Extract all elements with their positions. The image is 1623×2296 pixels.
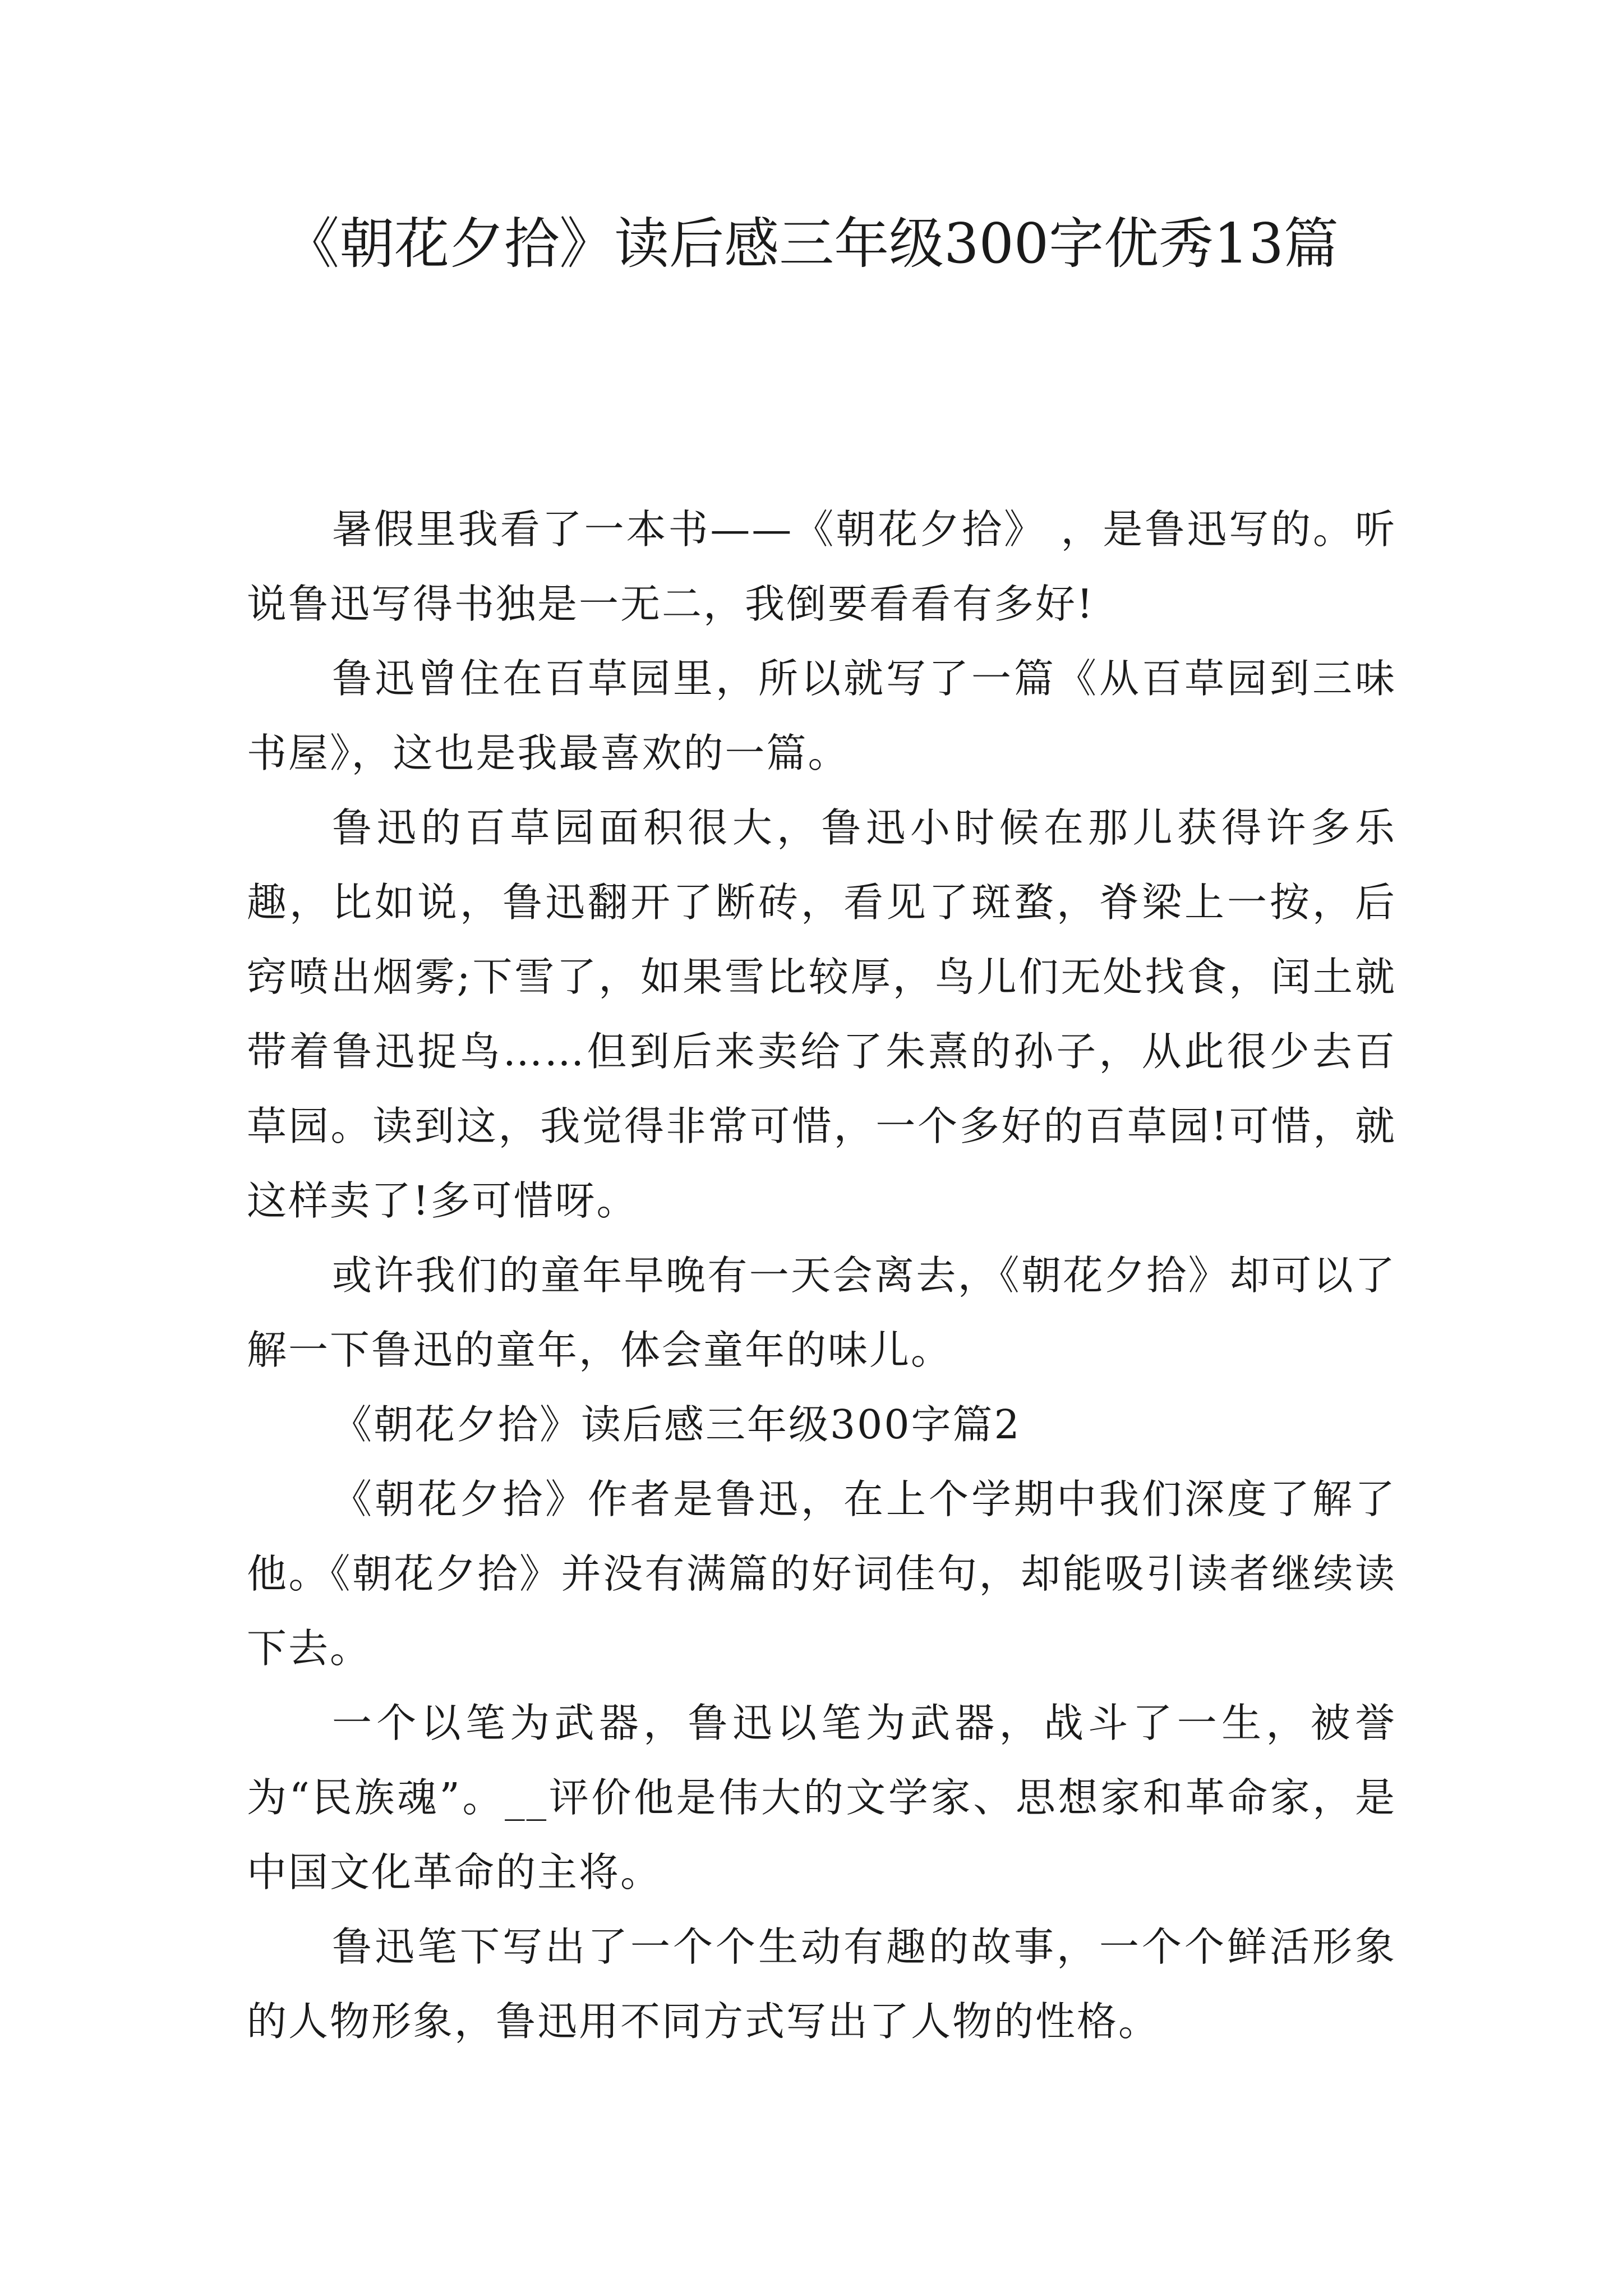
paragraph-7: 鲁迅笔下写出了一个个生动有趣的故事，一个个鲜活形象的人物形象，鲁迅用不同方式写出了人物的性格。 xyxy=(247,1924,1396,2045)
paragraph-1: 暑假里我看了一本书——《朝花夕拾》 ，是鲁迅写的。听说鲁迅写得书独是一无二，我倒要看看有多好! xyxy=(247,506,1396,627)
document-body xyxy=(247,492,1396,2059)
section-heading-2: 《朝花夕拾》读后感三年级300字篇2 xyxy=(332,1401,1021,1448)
document-title: 《朝花夕拾》读后感三年级300字优秀13篇 xyxy=(284,212,1339,276)
paragraph-5: 《朝花夕拾》作者是鲁迅，在上个学期中我们深度了解了他。《朝花夕拾》并没有满篇的好词佳句，却能吸引读者继续读下去。 xyxy=(247,1476,1396,1672)
paragraph-3: 鲁迅的百草园面积很大，鲁迅小时候在那儿获得许多乐趣，比如说，鲁迅翻开了断砖，看见了斑蝥，脊梁上一按，后窍喷出烟雾;下雪了，如果雪比较厚，鸟儿们无处找食，闰土就带着鲁迅捉鸟……但到后来卖给了朱熹的孙子，从此很少去百草园。读到这，我觉得非常可惜，一个多好的百草园!可惜，就这样卖了!多可惜呀。 xyxy=(247,804,1396,1224)
paragraph-6: 一个以笔为武器，鲁迅以笔为武器，战斗了一生，被誉为“民族魂”。__评价他是伟大的文学家、思想家和革命家，是中国文化革命的主将。 xyxy=(247,1700,1396,1895)
paragraph-2: 鲁迅曾住在百草园里，所以就写了一篇《从百草园到三味书屋》，这也是我最喜欢的一篇。 xyxy=(247,655,1396,776)
paragraph-4: 或许我们的童年早晚有一天会离去，《朝花夕拾》却可以了解一下鲁迅的童年，体会童年的味儿。 xyxy=(247,1252,1396,1373)
